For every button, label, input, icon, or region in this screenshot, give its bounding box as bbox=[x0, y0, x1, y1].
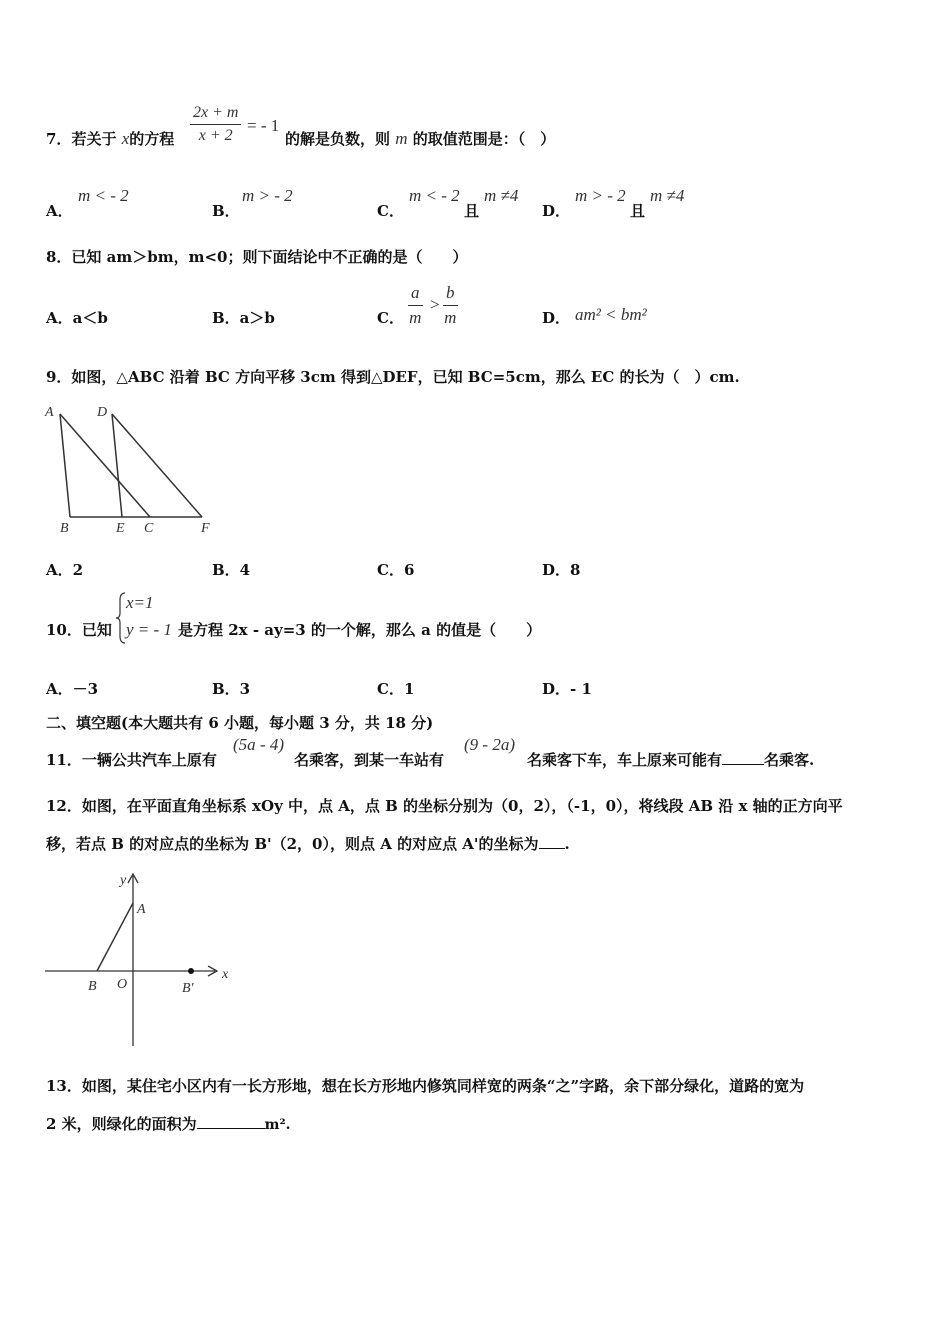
q7-fraction bbox=[190, 104, 241, 145]
q9-label-e: E bbox=[116, 521, 125, 536]
q7-frac-numerator: 2x + m bbox=[190, 104, 241, 125]
q9-stem: 9．如图，△ABC 沿着 BC 方向平移 3cm 得到△DEF，已知 BC=5cm，那么 EC 的长为（ ）cm. bbox=[46, 368, 740, 386]
q9-triangle-figure bbox=[40, 400, 230, 540]
q10-system-line1: x=1 bbox=[126, 593, 154, 612]
q7-stem-end bbox=[285, 128, 555, 149]
q7-text-4: 的取值范围是：（ ） bbox=[412, 130, 556, 148]
q10-option-a[interactable]: A．－3 bbox=[46, 680, 99, 698]
q8-option-c-frac-a bbox=[408, 283, 423, 328]
q7-equals: = - 1 bbox=[247, 116, 280, 135]
q13-line-1: 13．如图，某住宅小区内有一长方形地，想在长方形地内修筑同样宽的两条“之”字路，余下部分绿化，道路的宽为 bbox=[46, 1077, 805, 1095]
q7-frac-denominator: x + 2 bbox=[198, 127, 233, 144]
q9-option-d[interactable]: D．8 bbox=[542, 561, 581, 579]
q7-option-d-qie: 且 bbox=[630, 202, 646, 220]
q7-option-c-qie: 且 bbox=[464, 202, 480, 220]
q8-option-c-gt: > bbox=[430, 295, 440, 314]
q7-option-d-math: m > - 2 bbox=[575, 186, 626, 205]
q8-option-c-label: C． bbox=[377, 309, 404, 327]
q13-answer-blank[interactable] bbox=[197, 1114, 265, 1129]
q7-option-d-math2: m ≠4 bbox=[650, 186, 685, 205]
q12-label-a: A bbox=[137, 902, 146, 917]
q8-option-d-math: am² < bm² bbox=[575, 305, 647, 324]
q10-brace bbox=[116, 592, 126, 644]
q11-text-1: 11．一辆公共汽车上原有 bbox=[46, 751, 217, 769]
q8-option-d[interactable] bbox=[542, 307, 570, 328]
section-heading-fill-blank: 二、填空题(本大题共有 6 小题，每小题 3 分，共 18 分) bbox=[46, 714, 434, 732]
q7-option-d[interactable] bbox=[542, 200, 570, 221]
q13-line-2a: 2 米，则绿化的面积为 bbox=[46, 1115, 197, 1133]
q12-line-2 bbox=[46, 833, 570, 854]
q7-var-x: x bbox=[121, 129, 130, 148]
q8-option-c[interactable] bbox=[377, 307, 404, 328]
q7-number: 7． bbox=[46, 130, 72, 148]
q11-text-3a: 名乘客下车，车上原来可能有 bbox=[527, 751, 723, 769]
q7-option-a-label: A． bbox=[46, 202, 73, 220]
q8-frac-a-den: m bbox=[409, 308, 422, 327]
q7-option-b[interactable] bbox=[212, 200, 240, 221]
q9-label-f: F bbox=[201, 521, 210, 536]
q7-option-c[interactable] bbox=[377, 200, 404, 221]
q9-label-a: A bbox=[45, 405, 54, 420]
q11-expression-2: (9 - 2a) bbox=[464, 735, 515, 754]
q7-option-c-math2: m ≠4 bbox=[484, 186, 519, 205]
q7-text-1: 若关于 bbox=[71, 130, 117, 148]
q11-text-4: 名乘客. bbox=[764, 751, 815, 769]
q10-option-d[interactable]: D．- 1 bbox=[542, 680, 592, 698]
q12-segment-ab bbox=[97, 903, 133, 971]
q9-segment-ac bbox=[60, 414, 150, 517]
q9-option-a[interactable]: A．2 bbox=[46, 561, 84, 579]
q7-stem bbox=[46, 128, 174, 149]
q8-option-c-frac-b bbox=[443, 283, 458, 328]
q8-stem: 8．已知 am＞bm，m<0；则下面结论中不正确的是（ ） bbox=[46, 248, 468, 266]
q8-frac-b-num: b bbox=[443, 283, 458, 306]
q10-option-b[interactable]: B．3 bbox=[212, 680, 251, 698]
q9-label-d: D bbox=[97, 405, 108, 420]
q8-option-a[interactable]: A．a＜b bbox=[46, 309, 108, 327]
q11-expression-1: (5a - 4) bbox=[233, 735, 284, 754]
q7-option-b-math: m > - 2 bbox=[242, 186, 293, 205]
q10-system-line2: y = - 1 bbox=[126, 620, 172, 639]
q9-label-c: C bbox=[144, 521, 154, 536]
q7-option-c-label: C． bbox=[377, 202, 404, 220]
q7-option-a[interactable] bbox=[46, 200, 73, 221]
q12-label-o: O bbox=[117, 977, 128, 992]
q8-option-b[interactable]: B．a＞b bbox=[212, 309, 275, 327]
q11-text-2: 名乘客，到某一车站有 bbox=[294, 751, 445, 769]
q12-label-b: B bbox=[88, 979, 97, 994]
q11-answer-blank[interactable] bbox=[722, 750, 764, 765]
q12-point-b-prime bbox=[188, 968, 194, 974]
q10-option-c[interactable]: C．1 bbox=[377, 680, 415, 698]
q12-coordinate-figure bbox=[40, 868, 240, 1050]
q7-text-2: 的方程 bbox=[129, 130, 175, 148]
q9-segment-de bbox=[112, 414, 122, 517]
q12-label-x: x bbox=[222, 967, 229, 982]
q8-frac-a-num: a bbox=[408, 283, 423, 306]
q13-unit: m². bbox=[264, 1117, 291, 1133]
q10-stem: 是方程 2x - ay=3 的一个解，那么 a 的值是（ ） bbox=[178, 621, 542, 639]
q8-frac-b-den: m bbox=[444, 308, 457, 327]
q9-segment-ab bbox=[60, 414, 70, 517]
q9-label-b: B bbox=[60, 521, 69, 536]
q8-option-d-label: D． bbox=[542, 309, 571, 327]
q7-var-m: m bbox=[395, 129, 408, 148]
q12-label-b-prime: B′ bbox=[182, 981, 194, 996]
q12-line-2a: 移，若点 B 的对应点的坐标为 B'（2，0），则点 A 的对应点 A'的坐标为 bbox=[46, 835, 539, 853]
q13-line-2 bbox=[46, 1113, 291, 1134]
q7-option-b-label: B． bbox=[212, 202, 240, 220]
q12-line-1: 12．如图，在平面直角坐标系 xOy 中，点 A，点 B 的坐标分别为（0，2），（-1，0），将线段 AB 沿 x 轴的正方向平 bbox=[46, 797, 843, 815]
q9-option-c[interactable]: C．6 bbox=[377, 561, 415, 579]
q7-text-3: 的解是负数，则 bbox=[285, 130, 391, 148]
q7-option-a-math: m < - 2 bbox=[78, 186, 129, 205]
q9-option-b[interactable]: B．4 bbox=[212, 561, 251, 579]
q7-option-c-math: m < - 2 bbox=[409, 186, 460, 205]
q11-text-3 bbox=[527, 749, 814, 770]
q9-segment-df bbox=[112, 414, 202, 517]
q10-number: 10．已知 bbox=[46, 621, 112, 639]
q7-option-d-label: D． bbox=[542, 202, 571, 220]
q12-label-y: y bbox=[120, 873, 127, 888]
q12-line-2b: . bbox=[564, 835, 570, 853]
q12-answer-blank[interactable] bbox=[539, 834, 565, 849]
